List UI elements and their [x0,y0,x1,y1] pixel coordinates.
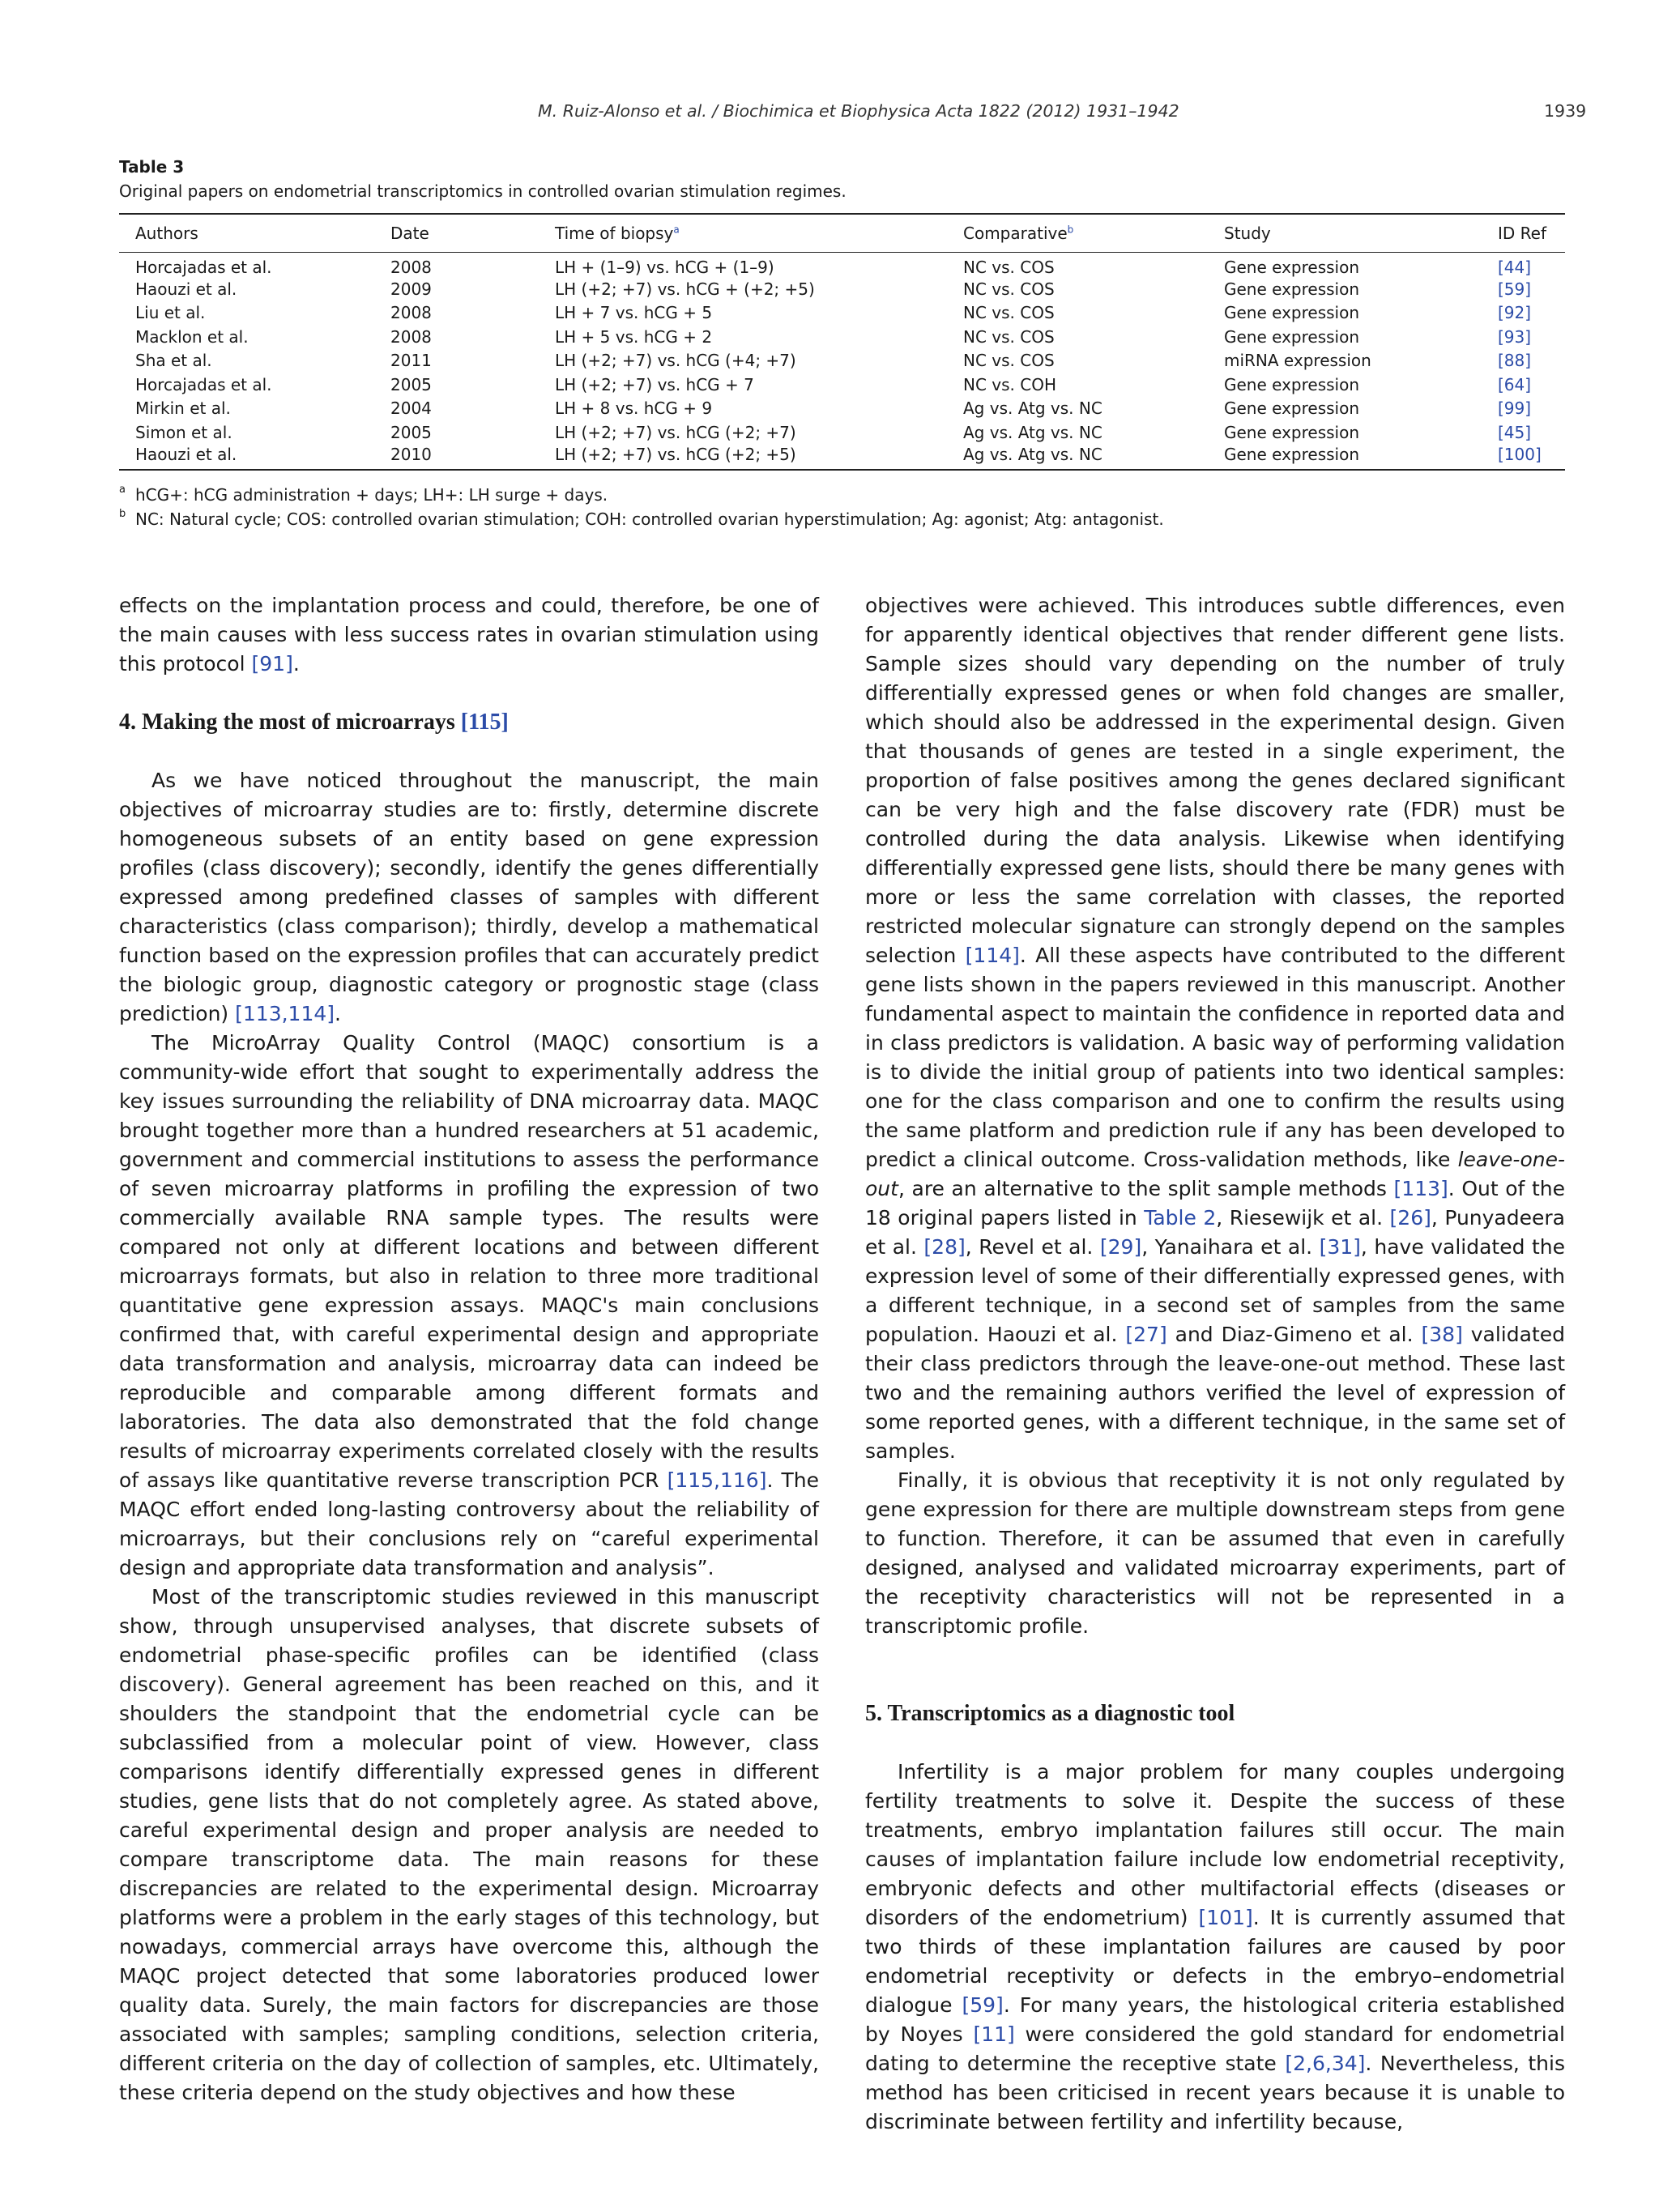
cell-ref-link[interactable]: [99] [1498,399,1532,419]
col-header-study: Study [1224,224,1271,243]
citation-link[interactable]: [26] [1389,1206,1431,1230]
table-footnotes [119,483,1565,531]
col-header-comparative: Comparative$^b$ [963,224,1074,243]
table-row [119,325,1565,349]
citation-link[interactable]: [28] [923,1235,966,1259]
citation-link[interactable]: [113] [1393,1177,1448,1200]
cell-authors: Simon et al. [135,422,232,442]
table-row [119,373,1565,397]
citation-link[interactable]: [38] [1421,1323,1463,1346]
journal-citation: M. Ruiz-Alonso et al. / Biochimica et Biophysica Acta 1822 (2012) 1931–1942 [538,101,1179,121]
cell-biopsy: LH (+2; +7) vs. hCG (+2; +5) [555,444,796,464]
cell-date: 2005 [390,374,432,394]
footnote-link-a[interactable]: a [673,224,680,236]
table-row [119,277,1565,301]
citation-link[interactable]: [101] [1198,1906,1253,1929]
col-header-biopsy: Time of biopsy$^a$ [555,224,680,243]
cell-study: Gene expression [1224,399,1360,419]
table-row [119,445,1565,470]
paragraph: objectives were achieved. This introduces subtle differences, even for apparently identical objectives that render different gene lists. Sample sizes should vary depending on the number of truly differentially expressed genes or when fold changes are smaller, which should also be addressed in the experimental design. Given that thousands of genes are tested in a single experiment, the proportion of false positives among the genes declared significant can be very high and the false discovery rate (FDR) must be controlled during the data analysis. Likewise when identifying differentially expressed gene lists, should there be many genes with more or less the same correlation with classes, the reported restricted molecular signature can strongly depend on the samples selection [114]. All these aspects have contributed to the different gene lists shown in the papers reviewed in this manuscript. Another fundamental aspect to maintain the confidence in reported data and in class predictors is validation. A basic way of performing validation is to divide the initial group of patients into two identical samples: one for the class comparison and one to confirm the results using the same platform and prediction rule if any has been developed to predict a clinical outcome. Cross-validation methods, like leave-one-out, are an alternative to the split sample methods [113]. Out of the 18 original papers listed in Table 2, Riesewijk et al. [26], Punyadeera et al. [28], Revel et al. [29], Yanaihara et al. [31], have validated the expression level of some of their differentially expressed genes, with a different technique, in a second set of samples from the same population. Haouzi et al. [27] and Diaz-Gimeno et al. [38] validated their class predictors through the leave-one-out method. These last two and the remaining authors verified the level of expression of some reported genes, with a different technique, in the same set of samples. [865,594,1566,1463]
cell-biopsy: LH + 5 vs. hCG + 2 [555,326,713,347]
cell-ref-link[interactable]: [64] [1498,374,1532,394]
cell-biopsy: LH + 8 vs. hCG + 9 [555,399,713,419]
table-label: Table 3 [119,157,185,177]
cell-ref-link[interactable]: [44] [1498,258,1532,277]
citation-link[interactable]: [31] [1319,1235,1361,1259]
citation-link[interactable]: [115] [460,710,509,735]
table-row [119,420,1565,445]
page-number: 1939 [1544,101,1587,121]
table-row [119,253,1565,278]
cell-comparative: NC vs. COS [963,303,1055,323]
cell-authors: Macklon et al. [135,326,249,347]
cell-authors: Horcajadas et al. [135,258,272,277]
citation-link[interactable]: [91] [251,652,293,676]
col-header-idref: ID Ref [1498,224,1546,243]
section-heading-4: 4. Making the most of microarrays [115] [119,710,509,735]
cell-study: Gene expression [1224,374,1360,394]
cell-ref-link[interactable]: [93] [1498,326,1532,347]
cell-date: 2005 [390,422,432,442]
cell-date: 2008 [390,258,432,277]
cell-date: 2011 [390,351,432,371]
paragraph: effects on the implantation process and could, therefore, be one of the main causes with less success rates in ovarian stimulation using this protocol [91]. [119,594,819,676]
cell-study: Gene expression [1224,444,1360,464]
cell-comparative: NC vs. COS [963,279,1055,299]
table-caption: Original papers on endometrial transcriptomics in controlled ovarian stimulation regimes. [119,181,847,201]
table-row [119,301,1565,326]
cell-study: miRNA expression [1224,351,1371,371]
cell-ref-link[interactable]: [45] [1498,422,1532,442]
cell-comparative: NC vs. COS [963,351,1055,371]
emphasis: leave-one-out [865,1148,1565,1200]
cell-ref-link[interactable]: [92] [1498,303,1532,323]
footnote-b [119,507,1565,531]
table-row [119,397,1565,421]
cell-date: 2009 [390,279,432,299]
cell-date: 2008 [390,326,432,347]
cell-comparative: Ag vs. Atg vs. NC [963,422,1102,442]
paragraph: The MicroArray Quality Control (MAQC) consortium is a community-wide effort that sought to experimentally address the key issues surrounding the reliability of DNA microarray data. MAQC brought together more than a hundred researchers at 51 academic, government and commercial institutions to assess the performance of seven microarray platforms in profiling the expression of two commercially available RNA sample types. The results were compared not only at different locations and between different microarrays formats, but also in relation to three more traditional quantitative gene expression assays. MAQC's main conclusions confirmed that, with careful experimental design and appropriate data transformation and analysis, microarray data can indeed be reproducible and comparable among different formats and laboratories. The data also demonstrated that the fold change results of microarray experiments correlated closely with the results of assays like quantitative reverse transcription PCR [115,116]. The MAQC effort ended long-lasting controversy about the reliability of microarrays, but their conclusions rely on “careful experimental design and appropriate data transformation and analysis”. [119,1031,819,1579]
cell-study: Gene expression [1224,279,1360,299]
table-header-row [119,214,1565,253]
cell-authors: Haouzi et al. [135,444,237,464]
footnote-text: hCG+: hCG administration + days; LH+: LH surge + days. [135,485,608,505]
cell-study: Gene expression [1224,258,1360,277]
citation-link[interactable]: [27] [1125,1323,1167,1346]
cell-authors: Sha et al. [135,351,212,371]
cell-study: Gene expression [1224,326,1360,347]
paragraph: Most of the transcriptomic studies reviewed in this manuscript show, through unsupervised analyses, that discrete subsets of endometrial phase-specific profiles can be identified (class discovery). General agreement has been reached on this, and it shoulders the standpoint that the endometrial cycle can be subclassified from a molecular point of view. However, class comparisons identify differentially expressed genes in different studies, gene lists that do not completely agree. As stated above, careful experimental design and proper analysis are needed to compare transcriptome data. The main reasons for these discrepancies are related to the experimental design. Microarray platforms were a problem in the early stages of this technology, but nowadays, commercial arrays have overcome this, although the MAQC project detected that some laboratories produced lower quality data. Surely, the main factors for discrepancies are those associated with samples; sampling conditions, selection criteria, different criteria on the day of collection of samples, etc. Ultimately, these criteria depend on the study objectives and how these [119,1585,819,2104]
cell-biopsy: LH (+2; +7) vs. hCG + (+2; +5) [555,279,815,299]
cell-authors: Horcajadas et al. [135,374,272,394]
cell-authors: Liu et al. [135,303,206,323]
running-header [0,101,1659,126]
cell-date: 2010 [390,444,432,464]
left-column [119,591,819,2108]
table-3 [119,213,1565,471]
citation-link[interactable]: [29] [1099,1235,1142,1259]
cell-ref-link[interactable]: [100] [1498,444,1542,464]
footnote-a [119,483,1565,507]
cell-biopsy: LH (+2; +7) vs. hCG (+4; +7) [555,351,796,371]
cell-date: 2008 [390,303,432,323]
cell-biopsy: LH (+2; +7) vs. hCG + 7 [555,374,754,394]
col-header-authors: Authors [135,224,198,243]
table-row [119,349,1565,373]
section-heading-5: 5. Transcriptomics as a diagnostic tool [865,1701,1235,1726]
citation-link[interactable]: [114] [965,944,1020,967]
citation-link[interactable]: [2,6,34] [1285,2052,1366,2075]
footnote-text: NC: Natural cycle; COS: controlled ovarian stimulation; COH: controlled ovarian hyperstimulation; Ag: agonist; Atg: antagonist. [135,509,1164,529]
right-column [865,591,1565,2137]
footnote-link-b[interactable]: b [1067,224,1074,236]
citation-link[interactable]: [115,116] [667,1468,767,1492]
footnote-mark: b [119,508,126,520]
footnote-mark: a [119,484,126,496]
paragraph: Finally, it is obvious that receptivity it is not only regulated by gene expression for there are multiple downstream steps from gene to function. Therefore, it can be assumed that even in carefully designed, analysed and validated microarray experiments, part of the receptivity characteristics will not be represented in a transcriptomic profile. [865,1468,1565,1638]
cell-biopsy: LH (+2; +7) vs. hCG (+2; +7) [555,422,796,442]
paragraph: Infertility is a major problem for many couples undergoing fertility treatments to solve it. Despite the success of these treatments, embryo implantation failures still occur. The main causes of implantation failure include low endometrial receptivity, embryonic defects and other multifactorial effects (diseases or disorders of the endometrium) [101]. It is currently assumed that two thirds of these implantation failures are caused by poor endometrial receptivity or defects in the embryo–endometrial dialogue [59]. For many years, the histological criteria established by Noyes [11] were considered the gold standard for endometrial dating to determine the receptive state [2,6,34]. Nevertheless, this method has been criticised in recent years because it is unable to discriminate between fertility and infertility because, [865,1760,1566,2133]
cell-biopsy: LH + 7 vs. hCG + 5 [555,303,713,323]
col-header-date: Date [390,224,429,243]
citation-link[interactable]: [113,114] [235,1002,335,1025]
cell-authors: Mirkin et al. [135,399,231,419]
paragraph: As we have noticed throughout the manuscript, the main objectives of microarray studies are to: firstly, determine discrete homogeneous subsets of an entity based on gene expression profiles (class discovery); secondly, identify the genes differentially expressed among predefined classes of samples with different characteristics (class comparison); thirdly, develop a mathematical function based on the expression profiles that can accurately predict the biologic group, diagnostic category or prognostic stage (class prediction) [113,114]. [119,769,819,1025]
cell-study: Gene expression [1224,422,1360,442]
table-link[interactable]: Table 2 [1144,1206,1217,1230]
cell-comparative: NC vs. COS [963,326,1055,347]
table-3-block [119,155,1565,464]
cell-authors: Haouzi et al. [135,279,237,299]
cell-comparative: Ag vs. Atg vs. NC [963,399,1102,419]
cell-study: Gene expression [1224,303,1360,323]
cell-comparative: NC vs. COS [963,258,1055,277]
cell-date: 2004 [390,399,432,419]
citation-link[interactable]: [11] [973,2022,1015,2046]
cell-comparative: NC vs. COH [963,374,1056,394]
cell-biopsy: LH + (1–9) vs. hCG + (1–9) [555,258,774,277]
cell-comparative: Ag vs. Atg vs. NC [963,444,1102,464]
cell-ref-link[interactable]: [88] [1498,351,1532,371]
citation-link[interactable]: [59] [962,1993,1004,2017]
cell-ref-link[interactable]: [59] [1498,279,1532,299]
